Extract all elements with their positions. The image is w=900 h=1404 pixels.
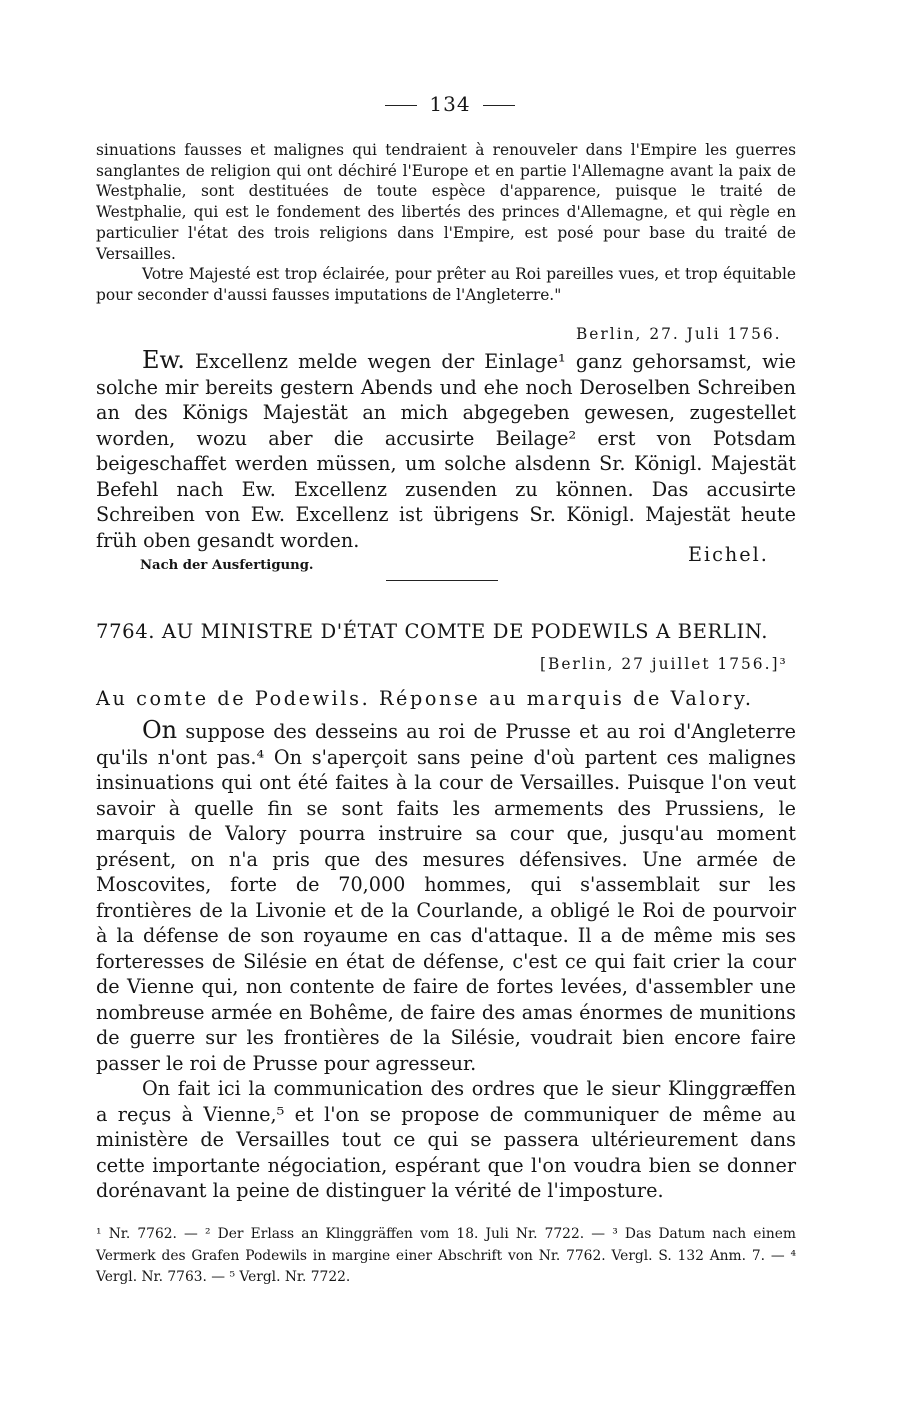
body-paragraph-1	[96, 718, 796, 1076]
page-number	[0, 92, 900, 116]
body-paragraph-1-text: suppose des desseins au roi de Prusse et au roi d'Angleterre qu'ils n'ont pas.⁴ On s'aperçoit sans peine d'où partent ces malignes insinuations qui ont été faites à la cour de Versailles. Puisque l'on veut savoir à quelle fin se sont faits les armements des Prussiens, le marquis de Valory pourra instruire sa cour que, jusqu'au moment présent, on n'a pris que des mesures défensives. Une armée de Moscovites, forte de 70,000 hommes, qui s'assemblait sur les frontières de la Livonie et de la Courlande, a obligé le Roi de pourvoir à la défense de son royaume en cas d'attaque. Il a de même mis ses forteresses de Silésie en état de défense, c'est ce qui fait crier la cour de Vienne qui, non contente de faire de fortes levées, d'assembler une nombreuse armée en Bohême, de faire des amas énormes de munitions de guerre sur les frontières de la Silésie, voudrait bien encore faire passer le roi de Prusse pour agresseur.	[96, 720, 796, 1075]
page-number-left-rule	[385, 105, 417, 106]
letter-signature: Eichel.	[688, 543, 769, 566]
document-heading: 7764. AU MINISTRE D'ÉTAT COMTE DE PODEWILS A BERLIN.	[96, 620, 769, 643]
intro-paragraph-2: Votre Majesté est trop éclairée, pour prêter au Roi pareilles vues, et trop équitable pour seconder d'aussi fausses imputations de l'Angleterre."	[96, 265, 796, 304]
address-line: Au comte de Podewils. Réponse au marquis de Valory.	[96, 687, 754, 710]
section-separator	[386, 580, 498, 581]
heading-dateline: [Berlin, 27 juillet 1756.]³	[540, 655, 788, 673]
body-initial: On	[142, 716, 178, 744]
page-number-right-rule	[483, 105, 515, 106]
intro-paragraph: sinuations fausses et malignes qui tendraient à renouveler dans l'Empire les guerres sanglantes de religion qui ont déchiré l'Europe et en partie l'Allemagne avant la paix de Westphalie, sont destituées de toute espèce d'apparence, puisque le traité de Westphalie, qui est le fondement des libertés des princes d'Allemagne, et qui règle en particulier l'état des trois religions dans l'Empire, est posé pour base du traité de Versailles.	[96, 141, 796, 263]
footnotes: ¹ Nr. 7762. — ² Der Erlass an Klinggräffen vom 18. Juli Nr. 7722. — ³ Das Datum nach einem Vermerk des Grafen Podewils in margine einer Abschrift von Nr. 7762. Vergl. S. 132 Anm. 7. — ⁴ Vergl. Nr. 7763. — ⁵ Vergl. Nr. 7722.	[96, 1226, 796, 1285]
source-note: Nach der Ausfertigung.	[140, 558, 314, 573]
letter-body-text: Excellenz melde wegen der Einlage¹ ganz gehorsamst, wie solche mir bereits gestern Abends und ehe noch Deroselben Schreiben an des Königs Majestät an mich abgegeben gewesen, zugestellet worden, wozu aber die accusirte Beilage² erst von Potsdam beigeschaffet werden müssen, um solche alsdenn Sr. Königl. Majestät Befehl nach Ew. Excellenz zusenden zu können. Das accusirte Schreiben von Ew. Excellenz ist übrigens Sr. Königl. Majestät heute früh oben gesandt worden.	[96, 350, 796, 552]
letter-initial: Ew.	[142, 346, 185, 374]
letter-body	[96, 348, 796, 553]
letter-dateline: Berlin, 27. Juli 1756.	[576, 325, 782, 343]
page-number-text: 134	[429, 92, 471, 116]
body-paragraph-2: On fait ici la communication des ordres que le sieur Klinggræffen a reçus à Vienne,⁵ et l'on se propose de communiquer de même au ministère de Versailles tout ce qui se passera ultérieurement dans cette importante négociation, espérant que l'on voudra bien se donner dorénavant la peine de distinguer la vérité de l'imposture.	[96, 1077, 796, 1202]
